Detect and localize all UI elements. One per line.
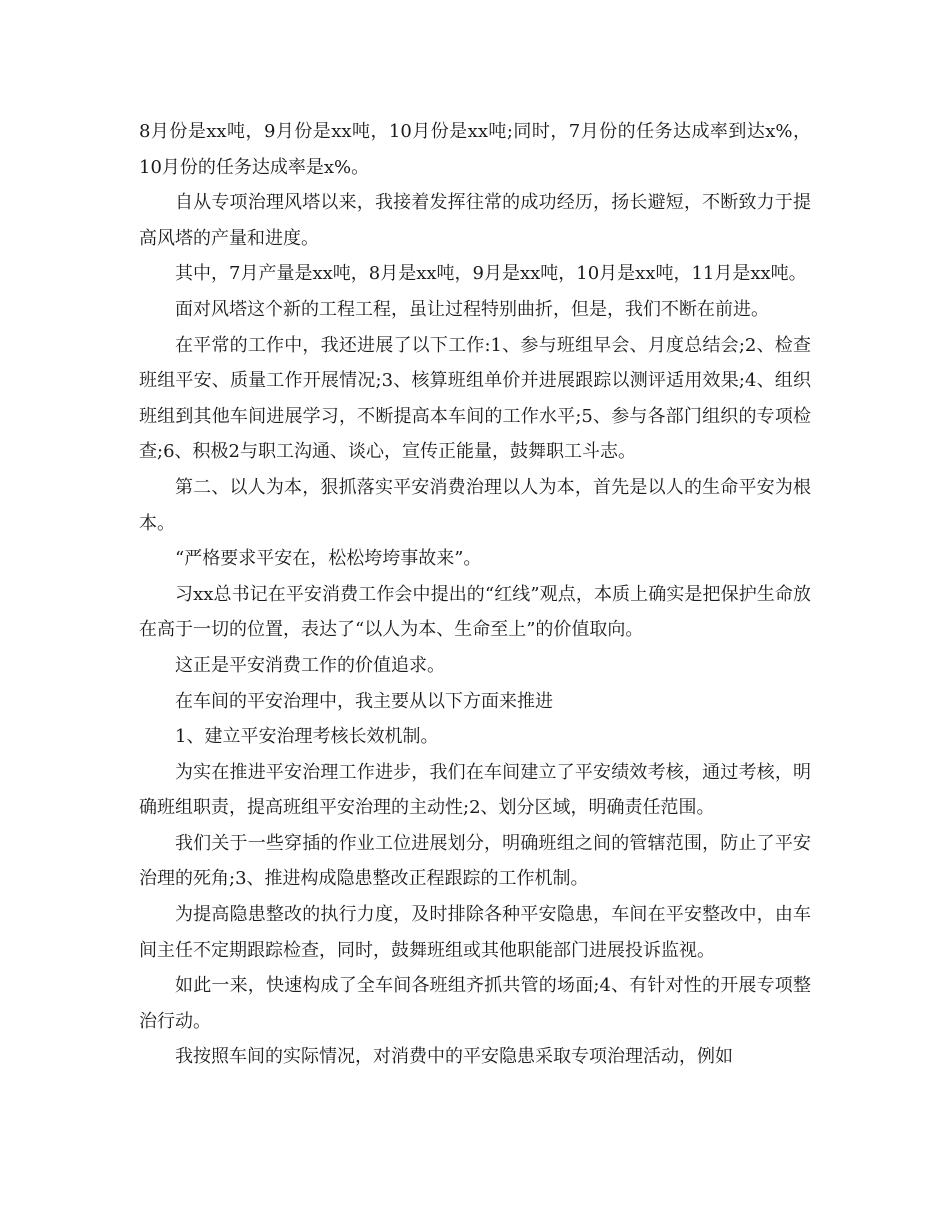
paragraph-14: 为提高隐患整改的执行力度，及时排除各种平安隐患，车间在平安整改中，由车间主任不定期跟踪检查，同时，鼓舞班组或其他职能部门进展投诉监视。 [139,904,811,961]
paragraph-9: 这正是平安消费工作的价值追求。 [175,654,445,676]
paragraph-7: “严格要求平安在，松松垮垮事故来”。 [175,548,482,570]
paragraph-2: 自从专项治理风塔以来，我接着发挥往常的成功经历，扬长避短，不断致力于提高风塔的产量和进度。 [139,192,811,249]
paragraph-4: 面对风塔这个新的工程工程，虽让过程特别曲折，但是，我们不断在前进。 [175,298,769,320]
paragraph-10: 在车间的平安治理中，我主要从以下方面来推进 [175,690,553,712]
paragraph-12: 为实在推进平安治理工作进步，我们在车间建立了平安绩效考核，通过考核，明确班组职责，提高班组平安治理的主动性;2、划分区域，明确责任范围。 [139,761,811,819]
paragraph-15: 如此一来，快速构成了全车间各班组齐抓共管的场面;4、有针对性的开展专项整治行动。 [139,975,811,1032]
paragraph-11: 1、建立平安治理考核长效机制。 [175,726,439,748]
paragraph-8: 习xx总书记在平安消费工作会中提出的“红线”观点，本质上确实是把保护生命放在高于一切的位置，表达了“以人为本、生命至上”的价值取向。 [139,583,811,641]
paragraph-6: 第二、以人为本，狠抓落实平安消费治理以人为本，首先是以人的生命平安为根本。 [139,476,811,534]
paragraph-13: 我们关于一些穿插的作业工位进展划分，明确班组之间的管辖范围，防止了平安治理的死角;3、推进构成隐患整改正程跟踪的工作机制。 [139,832,811,890]
paragraph-3: 其中，7月产量是xx吨，8月是xx吨，9月是xx吨，10月是xx吨，11月是xx吨。 [175,263,807,285]
paragraph-16: 我按照车间的实际情况，对消费中的平安隐患采取专项治理活动，例如 [175,1046,733,1068]
paragraph-5: 在平常的工作中，我还进展了以下工作:1、参与班组早会、月度总结会;2、检查班组平安、质量工作开展情况;3、核算班组单价并进展跟踪以测评适用效果;4、组织班组到其他车间进展学习，不断提高本车间的工作水平;5、参与各部门组织的专项检查;6、积极2与职工沟通、谈心，宣传正能量，鼓舞职工斗志。 [139,334,811,463]
paragraph-1: 8月份是xx吨，9月份是xx吨，10月份是xx吨;同时，7月份的任务达成率到达x%，10月份的任务达成率是x%。 [139,121,811,178]
document-body [139,114,811,1075]
